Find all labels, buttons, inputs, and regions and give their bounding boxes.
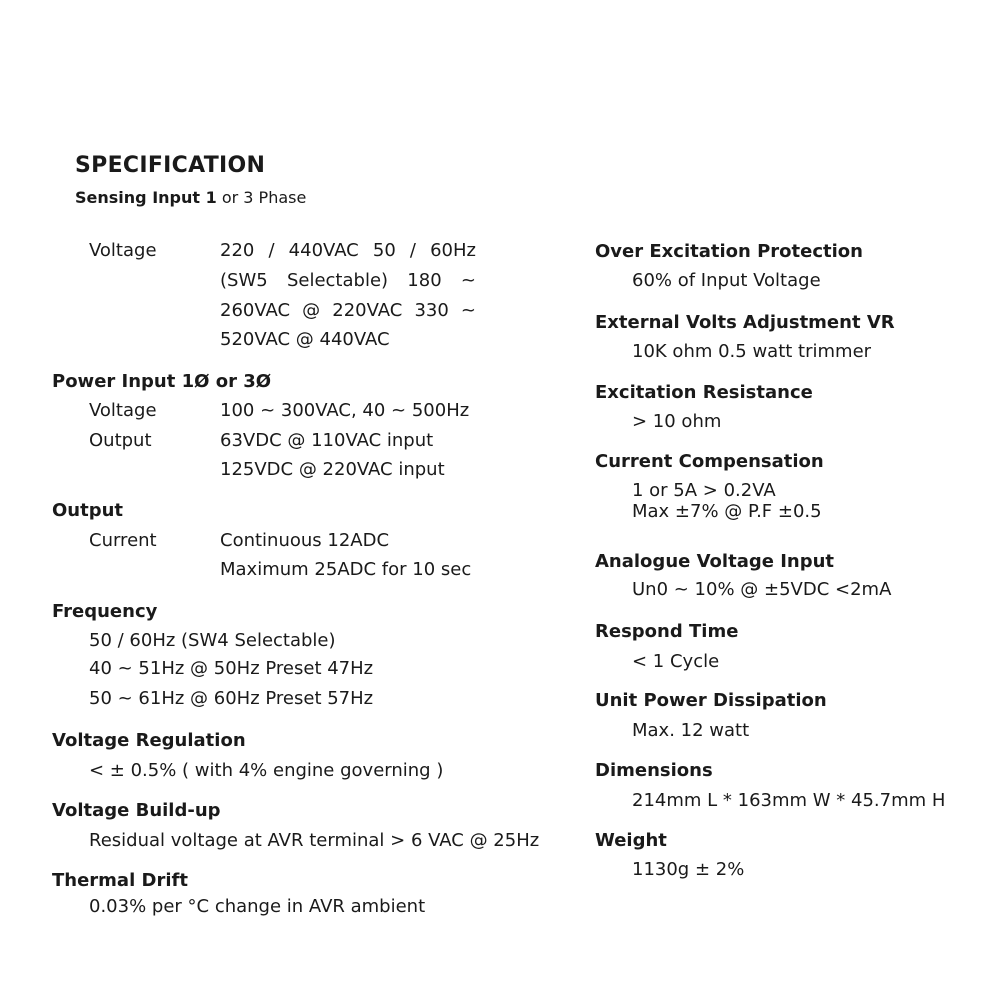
excitation-resistance-heading: Excitation Resistance <box>595 382 813 403</box>
excitation-resistance-value: > 10 ohm <box>632 411 722 432</box>
voltage-buildup-value: Residual voltage at AVR terminal > 6 VAC @ 25Hz <box>89 830 540 851</box>
output-heading: Output <box>52 500 124 521</box>
thermal-drift-heading: Thermal Drift <box>52 870 188 891</box>
output-current-label: Current <box>89 530 157 551</box>
power-dissipation-value: Max. 12 watt <box>632 720 750 741</box>
power-input-heading: Power Input 1Ø or 3Ø <box>52 371 272 392</box>
output-current-line-2: Maximum 25ADC for 10 sec <box>220 559 472 580</box>
frequency-line-2: 40 ~ 51Hz @ 50Hz Preset 47Hz <box>89 658 374 679</box>
frequency-line-1: 50 / 60Hz (SW4 Selectable) <box>89 630 336 651</box>
dimensions-value: 214mm L * 163mm W * 45.7mm H <box>632 790 946 811</box>
power-input-output-line-2: 125VDC @ 220VAC input <box>220 459 445 480</box>
voltage-regulation-value: < ± 0.5% ( with 4% engine governing ) <box>89 760 444 781</box>
respond-time-heading: Respond Time <box>595 621 739 642</box>
dimensions-heading: Dimensions <box>595 760 713 781</box>
power-input-output-line-1: 63VDC @ 110VAC input <box>220 430 434 451</box>
current-compensation-heading: Current Compensation <box>595 451 824 472</box>
sensing-input-label-bold: Sensing Input 1 <box>75 188 217 207</box>
voltage-regulation-heading: Voltage Regulation <box>52 730 246 751</box>
power-input-voltage-value: 100 ~ 300VAC, 40 ~ 500Hz <box>220 400 470 421</box>
current-compensation-line-2: Max ±7% @ P.F ±0.5 <box>632 501 822 522</box>
power-input-voltage-label: Voltage <box>89 400 157 421</box>
over-excitation-value: 60% of Input Voltage <box>632 270 821 291</box>
weight-heading: Weight <box>595 830 667 851</box>
weight-value: 1130g ± 2% <box>632 859 745 880</box>
external-volts-heading: External Volts Adjustment VR <box>595 312 895 333</box>
frequency-line-3: 50 ~ 61Hz @ 60Hz Preset 57Hz <box>89 688 374 709</box>
sensing-input-label-rest: or 3 Phase <box>216 188 307 207</box>
thermal-drift-value: 0.03% per °C change in AVR ambient <box>89 896 426 917</box>
frequency-heading: Frequency <box>52 601 158 622</box>
sensing-voltage-label: Voltage <box>89 240 157 261</box>
sensing-voltage-line-3: 260VAC @ 220VAC 330 ~ <box>220 300 476 321</box>
sensing-voltage-line-2: (SW5 Selectable) 180 ~ <box>220 270 476 291</box>
current-compensation-line-1: 1 or 5A > 0.2VA <box>632 480 776 501</box>
respond-time-value: < 1 Cycle <box>632 651 720 672</box>
sensing-voltage-line-4: 520VAC @ 440VAC <box>220 329 390 350</box>
sensing-voltage-line-1: 220 / 440VAC 50 / 60Hz <box>220 240 476 261</box>
analogue-input-heading: Analogue Voltage Input <box>595 551 835 572</box>
output-current-line-1: Continuous 12ADC <box>220 530 390 551</box>
power-input-output-label: Output <box>89 430 152 451</box>
over-excitation-heading: Over Excitation Protection <box>595 241 863 262</box>
voltage-buildup-heading: Voltage Build-up <box>52 800 221 821</box>
page-title: SPECIFICATION <box>75 153 266 178</box>
external-volts-value: 10K ohm 0.5 watt trimmer <box>632 341 872 362</box>
power-dissipation-heading: Unit Power Dissipation <box>595 690 827 711</box>
analogue-input-value: Un0 ~ 10% @ ±5VDC <2mA <box>632 579 892 600</box>
sensing-input-subtitle <box>75 188 306 207</box>
